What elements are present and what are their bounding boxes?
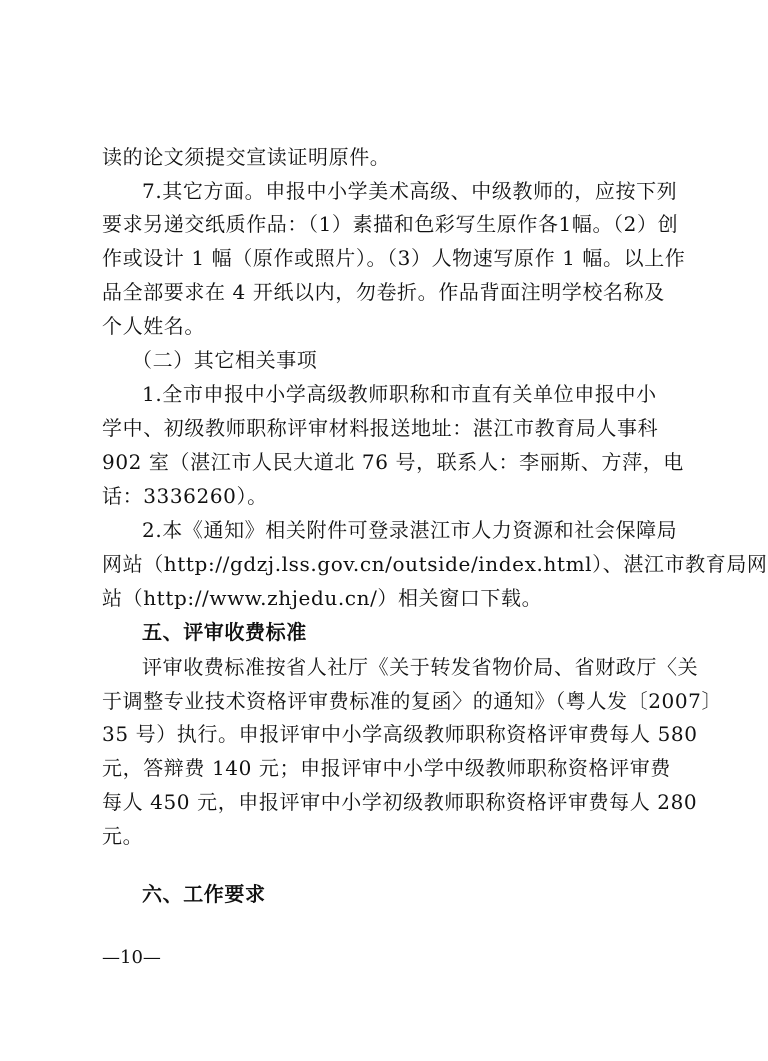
text-line: 1.全市申报中小学高级教师职称和市直有关单位申报中小: [142, 382, 657, 406]
text-line: 元。: [102, 824, 144, 848]
page-number: —10—: [102, 947, 161, 968]
text-line: 评审收费标准按省人社厅《关于转发省物价局、省财政厅〈关: [142, 655, 699, 679]
text-line: 于调整专业技术资格评审费标准的复函〉的通知》（粤人发〔2007〕: [102, 689, 723, 713]
text-line: 作或设计 1 幅（原作或照片）。（3）人物速写原作 1 幅。以上作: [102, 246, 686, 270]
section-subheading: （二）其它相关事项: [132, 348, 318, 372]
text-line: 要求另递交纸质作品：（1）素描和色彩写生原作各1幅。（2）创: [102, 212, 679, 236]
text-line: 话：3336260）。: [102, 484, 268, 508]
text-line: 读的论文须提交宣读证明原件。: [102, 145, 391, 169]
text-line: 学中、初级教师职称评审材料报送地址：湛江市教育局人事科: [102, 416, 659, 440]
text-line: 站（http://www.zhjedu.cn/）相关窗口下载。: [102, 586, 543, 610]
section-heading: 六、工作要求: [142, 882, 266, 906]
text-line: 7.其它方面。申报中小学美术高级、中级教师的，应按下列: [142, 179, 678, 203]
text-line: 902 室（湛江市人民大道北 76 号，联系人：李丽斯、方萍，电: [102, 450, 684, 474]
section-heading: 五、评审收费标准: [142, 620, 307, 644]
text-line: 35 号）执行。申报评审中小学高级教师职称资格评审费每人 580: [102, 722, 698, 746]
text-line: 个人姓名。: [102, 314, 205, 338]
text-line: 2.本《通知》相关附件可登录湛江市人力资源和社会保障局: [142, 518, 678, 542]
text-line: 品全部要求在 4 开纸以内，勿卷折。作品背面注明学校名称及: [102, 280, 665, 304]
text-line: 网站（http://gdzj.lss.gov.cn/outside/index.html）、湛江市教育局网: [102, 552, 768, 576]
text-line: 每人 450 元，申报评审中小学初级教师职称资格评审费每人 280: [102, 790, 698, 814]
text-line: 元，答辩费 140 元；申报评审中小学中级教师职称资格评审费: [102, 756, 671, 780]
